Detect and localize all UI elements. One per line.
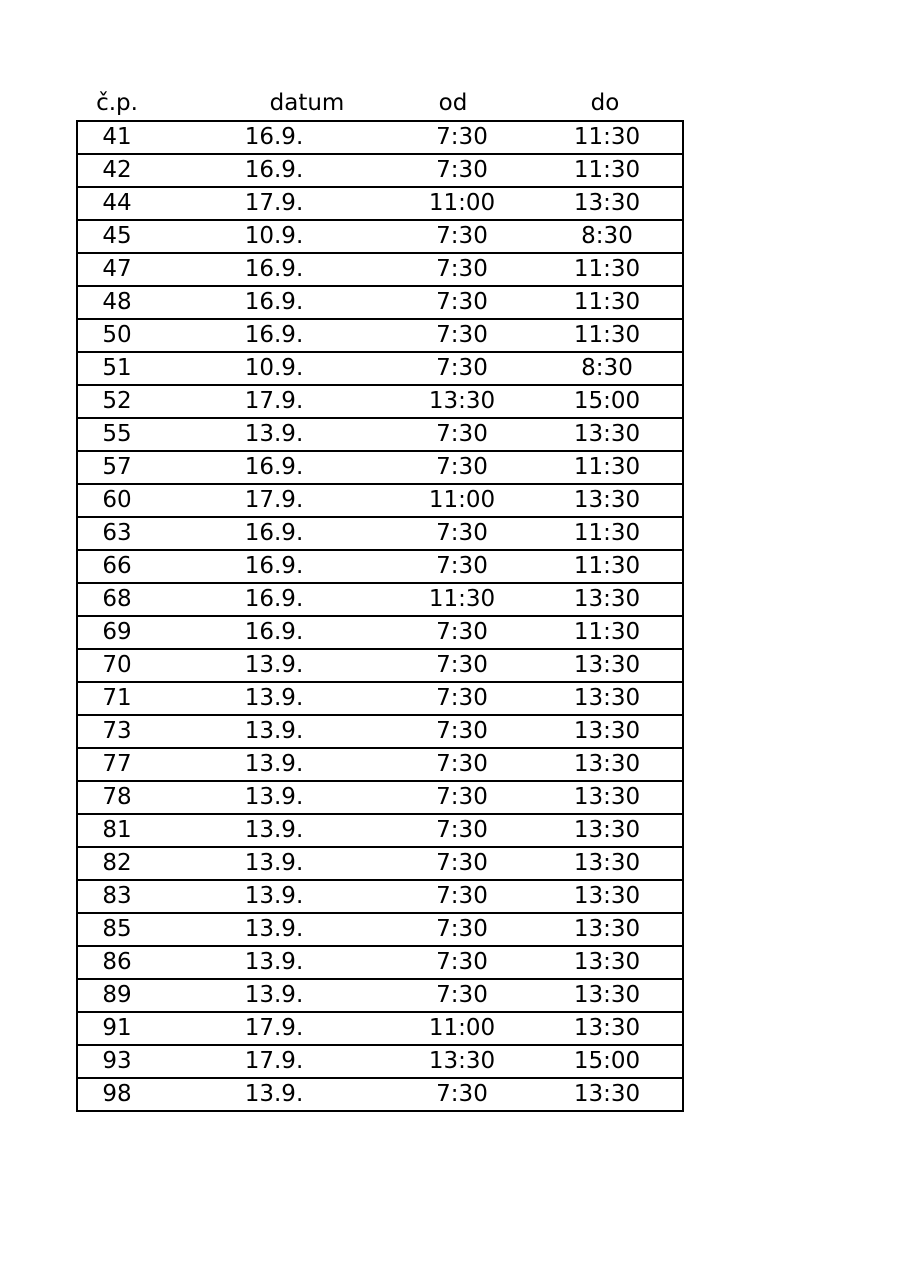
- cell-od: 7:30: [392, 319, 532, 352]
- cell-cp: 81: [77, 814, 156, 847]
- table-row: [77, 1078, 683, 1111]
- cell-do: 13:30: [532, 187, 683, 220]
- cell-datum: 17.9.: [156, 1012, 392, 1045]
- table-row: [77, 286, 683, 319]
- cell-do: 13:30: [532, 781, 683, 814]
- header-od: od: [438, 90, 468, 116]
- cell-datum: 13.9.: [156, 715, 392, 748]
- cell-od: 7:30: [392, 451, 532, 484]
- cell-cp: 71: [77, 682, 156, 715]
- table-row: [77, 682, 683, 715]
- cell-do: 11:30: [532, 616, 683, 649]
- cell-datum: 16.9.: [156, 121, 392, 154]
- header-datum: datum: [269, 90, 345, 116]
- table-row: [77, 649, 683, 682]
- cell-do: 13:30: [532, 649, 683, 682]
- table-row: [77, 946, 683, 979]
- cell-do: 11:30: [532, 319, 683, 352]
- cell-do: 11:30: [532, 286, 683, 319]
- table-row: [77, 550, 683, 583]
- table-row: [77, 880, 683, 913]
- cell-cp: 60: [77, 484, 156, 517]
- cell-cp: 52: [77, 385, 156, 418]
- cell-datum: 16.9.: [156, 550, 392, 583]
- cell-cp: 91: [77, 1012, 156, 1045]
- cell-cp: 69: [77, 616, 156, 649]
- table-row: [77, 352, 683, 385]
- cell-datum: 13.9.: [156, 913, 392, 946]
- cell-datum: 13.9.: [156, 649, 392, 682]
- cell-do: 11:30: [532, 253, 683, 286]
- cell-do: 13:30: [532, 880, 683, 913]
- cell-datum: 16.9.: [156, 451, 392, 484]
- cell-datum: 10.9.: [156, 220, 392, 253]
- cell-od: 7:30: [392, 682, 532, 715]
- cell-datum: 13.9.: [156, 418, 392, 451]
- header-cp: č.p.: [96, 90, 138, 116]
- cell-do: 13:30: [532, 913, 683, 946]
- cell-datum: 13.9.: [156, 814, 392, 847]
- cell-datum: 16.9.: [156, 319, 392, 352]
- cell-od: 11:00: [392, 187, 532, 220]
- cell-datum: 13.9.: [156, 979, 392, 1012]
- cell-datum: 16.9.: [156, 286, 392, 319]
- cell-cp: 47: [77, 253, 156, 286]
- cell-cp: 41: [77, 121, 156, 154]
- cell-od: 11:00: [392, 1012, 532, 1045]
- table-row: [77, 583, 683, 616]
- cell-do: 15:00: [532, 385, 683, 418]
- cell-od: 13:30: [392, 385, 532, 418]
- cell-cp: 85: [77, 913, 156, 946]
- cell-do: 13:30: [532, 814, 683, 847]
- cell-datum: 17.9.: [156, 385, 392, 418]
- cell-od: 7:30: [392, 715, 532, 748]
- cell-do: 8:30: [532, 220, 683, 253]
- table-row: [77, 616, 683, 649]
- cell-do: 13:30: [532, 583, 683, 616]
- cell-cp: 51: [77, 352, 156, 385]
- cell-datum: 13.9.: [156, 781, 392, 814]
- cell-do: 15:00: [532, 1045, 683, 1078]
- cell-datum: 13.9.: [156, 1078, 392, 1111]
- cell-datum: 16.9.: [156, 616, 392, 649]
- cell-cp: 93: [77, 1045, 156, 1078]
- cell-do: 13:30: [532, 1078, 683, 1111]
- cell-cp: 50: [77, 319, 156, 352]
- table-row: [77, 1012, 683, 1045]
- cell-do: 11:30: [532, 451, 683, 484]
- cell-od: 7:30: [392, 352, 532, 385]
- cell-do: 13:30: [532, 715, 683, 748]
- cell-cp: 70: [77, 649, 156, 682]
- table-row: [77, 385, 683, 418]
- cell-cp: 77: [77, 748, 156, 781]
- table-row: [77, 121, 683, 154]
- cell-od: 7:30: [392, 550, 532, 583]
- cell-datum: 13.9.: [156, 880, 392, 913]
- cell-do: 13:30: [532, 484, 683, 517]
- cell-do: 13:30: [532, 748, 683, 781]
- cell-do: 13:30: [532, 847, 683, 880]
- cell-cp: 44: [77, 187, 156, 220]
- cell-datum: 16.9.: [156, 517, 392, 550]
- cell-cp: 48: [77, 286, 156, 319]
- cell-do: 13:30: [532, 1012, 683, 1045]
- cell-od: 7:30: [392, 781, 532, 814]
- table-row: [77, 517, 683, 550]
- table-row: [77, 451, 683, 484]
- cell-datum: 13.9.: [156, 847, 392, 880]
- cell-do: 11:30: [532, 154, 683, 187]
- cell-do: 13:30: [532, 682, 683, 715]
- cell-cp: 57: [77, 451, 156, 484]
- cell-cp: 68: [77, 583, 156, 616]
- cell-od: 7:30: [392, 286, 532, 319]
- table-row: [77, 154, 683, 187]
- cell-datum: 16.9.: [156, 253, 392, 286]
- header-do: do: [590, 90, 620, 116]
- cell-od: 7:30: [392, 1078, 532, 1111]
- cell-cp: 83: [77, 880, 156, 913]
- cell-od: 7:30: [392, 121, 532, 154]
- cell-od: 7:30: [392, 748, 532, 781]
- cell-do: 13:30: [532, 418, 683, 451]
- cell-datum: 10.9.: [156, 352, 392, 385]
- cell-od: 7:30: [392, 847, 532, 880]
- cell-do: 13:30: [532, 946, 683, 979]
- table-row: [77, 418, 683, 451]
- cell-od: 13:30: [392, 1045, 532, 1078]
- cell-od: 7:30: [392, 517, 532, 550]
- table-row: [77, 979, 683, 1012]
- table-row: [77, 847, 683, 880]
- cell-do: 11:30: [532, 121, 683, 154]
- cell-do: 11:30: [532, 550, 683, 583]
- cell-cp: 63: [77, 517, 156, 550]
- table-row: [77, 748, 683, 781]
- table-row: [77, 1045, 683, 1078]
- table-row: [77, 715, 683, 748]
- cell-datum: 17.9.: [156, 484, 392, 517]
- cell-cp: 98: [77, 1078, 156, 1111]
- cell-datum: 13.9.: [156, 946, 392, 979]
- cell-od: 7:30: [392, 814, 532, 847]
- cell-od: 7:30: [392, 418, 532, 451]
- cell-od: 7:30: [392, 154, 532, 187]
- cell-od: 7:30: [392, 913, 532, 946]
- cell-cp: 45: [77, 220, 156, 253]
- cell-od: 7:30: [392, 220, 532, 253]
- cell-do: 8:30: [532, 352, 683, 385]
- cell-datum: 13.9.: [156, 682, 392, 715]
- cell-cp: 66: [77, 550, 156, 583]
- cell-do: 11:30: [532, 517, 683, 550]
- table-row: [77, 814, 683, 847]
- cell-od: 7:30: [392, 253, 532, 286]
- cell-datum: 17.9.: [156, 187, 392, 220]
- table-row: [77, 781, 683, 814]
- cell-od: 11:00: [392, 484, 532, 517]
- cell-datum: 16.9.: [156, 154, 392, 187]
- table-row: [77, 913, 683, 946]
- cell-cp: 82: [77, 847, 156, 880]
- cell-od: 7:30: [392, 979, 532, 1012]
- schedule-table-body: [77, 121, 683, 1111]
- cell-datum: 16.9.: [156, 583, 392, 616]
- schedule-table: [76, 120, 684, 1112]
- cell-datum: 13.9.: [156, 748, 392, 781]
- table-header: [77, 86, 680, 120]
- cell-cp: 89: [77, 979, 156, 1012]
- cell-cp: 73: [77, 715, 156, 748]
- cell-do: 13:30: [532, 979, 683, 1012]
- cell-od: 7:30: [392, 946, 532, 979]
- cell-cp: 55: [77, 418, 156, 451]
- table-row: [77, 484, 683, 517]
- table-row: [77, 220, 683, 253]
- cell-od: 7:30: [392, 880, 532, 913]
- cell-datum: 17.9.: [156, 1045, 392, 1078]
- cell-od: 7:30: [392, 649, 532, 682]
- cell-od: 7:30: [392, 616, 532, 649]
- cell-od: 11:30: [392, 583, 532, 616]
- cell-cp: 42: [77, 154, 156, 187]
- cell-cp: 86: [77, 946, 156, 979]
- cell-cp: 78: [77, 781, 156, 814]
- table-row: [77, 187, 683, 220]
- table-row: [77, 319, 683, 352]
- table-row: [77, 253, 683, 286]
